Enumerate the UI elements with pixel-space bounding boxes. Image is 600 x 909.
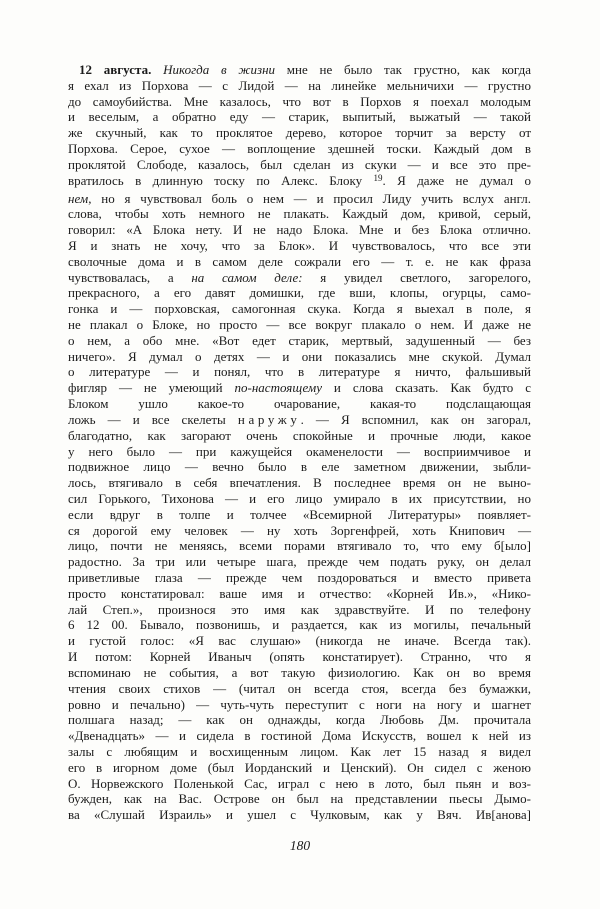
text-line: если вдруг в толпе и толчее «Всемирной Литературы» появляет-: [68, 506, 531, 522]
text-line: 6 12 00. Бывало, позвонишь, и раздается, как из могилы, печальный: [68, 617, 531, 633]
text-line: чувствовалась, а на самом деле: я увидел светлого, загорелого,: [68, 269, 531, 285]
text-line: же скучный, как то проклятое дерево, которое торчит за версту от: [68, 125, 531, 141]
text-line: сил Горького, Тихонова — и его лицо умирало в их присутствии, но: [68, 490, 531, 506]
text-line: вспоминаю не события, а вот такую физиологию. Как он во время: [68, 664, 531, 680]
text-line: Блоком ушло какое-то очарование, какая-то подслащающая: [68, 396, 531, 412]
text-line: 12 августа. Никогда в жизни мне не было так грустно, как когда: [79, 62, 531, 77]
text-line: ровно и печально) — чуть-чуть переступит с ноги на ногу и шагнет: [68, 696, 531, 712]
text-line: «Двенадцать» — и сидела в гостиной Дома Искусств, вошел к ней из: [68, 728, 531, 744]
text-line: ничего». Я думал о детях — и они показались мне скукой. Думал: [68, 348, 531, 364]
text-line: сволочные дома и в самом деле сожрали его — т. е. не как фраза: [68, 253, 531, 269]
text-line: приветливые глаза — прежде чем поздороваться и вместо привета: [68, 570, 531, 585]
text-line: Я и знать не хочу, что за Блок». И чувствовалось, что все эти: [68, 237, 531, 253]
text-line: и густой голос: «Я вас слушаю» (никогда не иначе. Всегда так).: [68, 633, 531, 649]
text-line: лай Степ.», произнося это имя как здравствуйте. И по телефону: [68, 601, 531, 617]
text-line: благодатно, как загорают очень спокойные и прочные люди, какое: [68, 427, 531, 443]
text-line: и веселым, а обратно еду — старик, выпитый, выжатый — такой: [68, 109, 531, 125]
text-line: Порхова. Серое, сухое — воплощение здешней тоски. Каждый дом в: [68, 141, 531, 157]
text-line: проклятой Слободе, казалось, был сделан из скуки — и все это пре-: [68, 156, 531, 172]
text-line: нем, но я чувствовал боль о нем — и просил Лиду учить вслух англ.: [68, 190, 531, 206]
text-line: лицо, почти не меняясь, всеми порами втягивало то, что ему б[ыло]: [68, 538, 531, 554]
text-block: [68, 62, 531, 823]
text-line: подвижное лицо — вечно было в еле заметном движении, зыбли-: [68, 459, 531, 475]
text-line: вратилось в длинную тоску по Алекс. Блоку $^{19}$. Я даже не думал о: [68, 172, 531, 188]
text-line: чтения своих стихов — (читал он всегда стоя, всегда без бумажки,: [68, 680, 531, 696]
text-line: я ехал из Порхова — с Лидой — на линейке мельничихи — грустно: [68, 77, 531, 93]
page-number: 180: [289, 838, 311, 853]
text-line: ся дорогой ему человек — ну хоть Зоргенфрей, хоть Книпович —: [68, 522, 531, 538]
text-line: до самоубийства. Мне казалось, что вот в Порхов я поехал молодым: [68, 93, 531, 109]
text-line: фигляр — не умеющий по-настоящему и слова сказать. Как будто с: [68, 380, 531, 396]
text-line: ложь — и все скелеты наружу. — Я вспомнил, как он загорал,: [68, 411, 532, 427]
text-line: прекрасного, а его давят домишки, где вши, клопы, огурцы, само-: [68, 285, 531, 301]
text-line: радостно. За три или четыре шага, прежде чем подать руку, он делал: [68, 554, 531, 570]
text-line: о литературе — и понял, что в литературе я ничто, фальшивый: [68, 364, 531, 380]
text-line: слова, чтобы хоть немного не плакать. Каждый дом, кривой, серый,: [68, 206, 531, 222]
text-line: говорил: «А Блока нету. И не надо Блока. Мне и без Блока отлично.: [68, 222, 531, 238]
text-line: залы с любящим и восхищенным лицом. Как лет 15 назад я видел: [68, 743, 531, 759]
text-line: его в игорном доме (был Иорданский и Ценский). Он сидел с женою: [68, 759, 531, 775]
text-line: просто констатировал: ваше имя и отчество: «Корней Ив.», «Нико-: [68, 585, 531, 601]
text-line: у него было — при кажущейся окаменелости — восприимчивое и: [68, 443, 531, 459]
text-line: бужден, как на Вас. Острове он был на представлении пьесы Дымо-: [68, 791, 531, 807]
footnote-ref: 19: [373, 172, 383, 183]
text-line: не плакал о Блоке, но просто — все вокруг плакало о нем. И даже не: [68, 317, 531, 332]
text-line: о нем, а обо мне. «Вот едет старик, мертвый, задушенный — без: [68, 332, 531, 348]
text-line: ва «Слушай Израиль» и ушел с Чулковым, как у Вяч. Ив[анова]: [68, 807, 531, 823]
text-line: гонка и — порховская, самогонная скука. Когда я выехал в поле, я: [68, 301, 531, 317]
text-line: И потом: Корней Иваныч (опять констатирует). Странно, что я: [68, 649, 531, 665]
text-line: лось, втягивало в себя впечатления. В последнее время он не выно-: [68, 475, 531, 491]
text-line: полшага назад; — как он однажды, когда Любовь Дм. прочитала: [68, 712, 531, 728]
text-line: О. Норвежского Поленькой Сас, играл с нею в лото, был пьян и воз-: [68, 775, 531, 791]
